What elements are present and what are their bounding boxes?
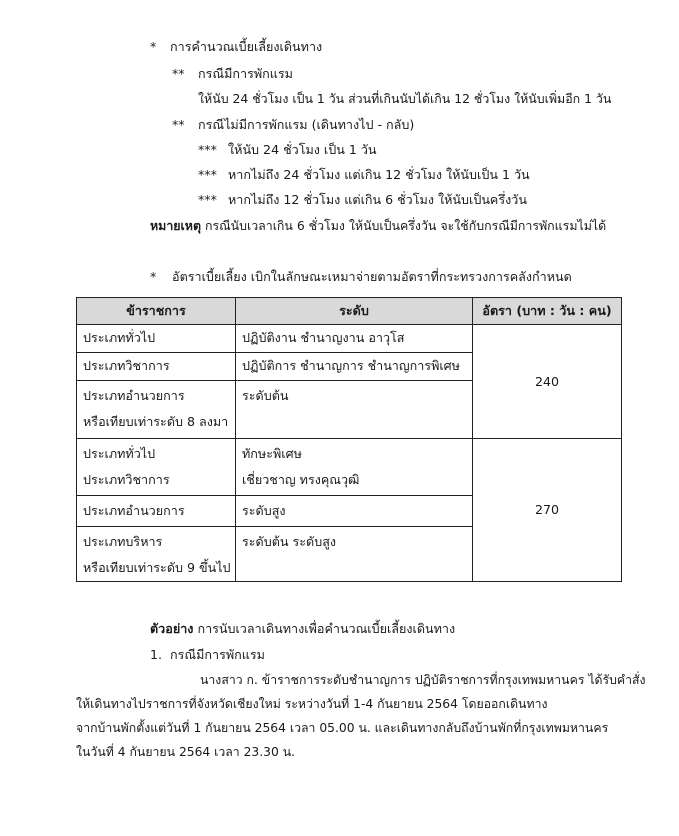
heading-text: การคำนวณเบี้ยเลี้ยงเดินทาง <box>170 39 323 54</box>
bullet-marker: * <box>150 39 157 54</box>
no-overnight-case-title <box>172 116 414 134</box>
overnight-case-detail: ให้นับ 24 ชั่วโมง เป็น 1 วัน ส่วนที่เกินนับได้เกิน 12 ชั่วโมง ให้นับเพิ่มอีก 1 วัน <box>198 91 612 106</box>
header-official-type: ข้าราชการ <box>77 298 236 325</box>
no-overnight-rule <box>198 166 530 184</box>
no-overnight-rule <box>198 191 527 209</box>
rule-text: หากไม่ถึง 24 ชั่วโมง แต่เกิน 12 ชั่วโมง ให้นับเป็น 1 วัน <box>228 167 530 182</box>
example-heading <box>150 620 455 638</box>
bullet-marker: *** <box>198 192 217 207</box>
paragraph-line: ในวันที่ 4 กันยายน 2564 เวลา 23.30 น. <box>76 745 296 759</box>
example-label: ตัวอย่าง <box>150 621 194 636</box>
paragraph-line: จากบ้านพักตั้งแต่วันที่ 1 กันยายน 2564 เวลา 05.00 น. และเดินทางกลับถึงบ้านพักที่กรุงเทพมหานคร <box>76 721 609 735</box>
case-title-text: กรณีมีการพักแรม <box>170 647 265 662</box>
official-type-cell: ประเภททั่วไป <box>77 325 236 353</box>
official-type-cell: ประเภทวิชาการ <box>77 353 236 381</box>
no-overnight-rule <box>198 141 377 159</box>
example-case-title <box>150 646 265 664</box>
example-paragraph <box>76 668 646 764</box>
note-text: กรณีนับเวลาเกิน 6 ชั่วโมง ให้นับเป็นครึ่งวัน จะใช้กับกรณีมีการพักแรมไม่ได้ <box>204 218 607 233</box>
level-cell: ระดับต้น ระดับสูง <box>236 527 473 582</box>
case-number: 1. <box>150 647 163 662</box>
header-rate: อัตรา (บาท : วัน : คน) <box>473 298 622 325</box>
rule-text: หากไม่ถึง 12 ชั่วโมง แต่เกิน 6 ชั่วโมง ให้นับเป็นครึ่งวัน <box>228 192 527 207</box>
allowance-rate-table <box>76 297 622 582</box>
level-cell: ปฏิบัติการ ชำนาญการ ชำนาญการพิเศษ <box>236 353 473 381</box>
official-type-cell: ประเภทอำนวยการ <box>77 496 236 527</box>
bullet-marker: ** <box>172 117 185 132</box>
official-type-cell: ประเภทอำนวยการ หรือเทียบเท่าระดับ 8 ลงมา <box>77 381 236 439</box>
bullet-marker: * <box>150 269 157 284</box>
rule-text: ให้นับ 24 ชั่วโมง เป็น 1 วัน <box>228 142 377 157</box>
bullet-marker: ** <box>172 66 185 81</box>
level-cell: ระดับสูง <box>236 496 473 527</box>
table-row <box>77 325 622 353</box>
table-header-row <box>77 298 622 325</box>
level-cell: ทักษะพิเศษ เชี่ยวชาญ ทรงคุณวุฒิ <box>236 439 473 496</box>
case-title-text: กรณีมีการพักแรม <box>198 66 293 81</box>
calc-note <box>150 217 606 235</box>
paragraph-line: ให้เดินทางไปราชการที่จังหวัดเชียงใหม่ ระหว่างวันที่ 1-4 กันยายน 2564 โดยออกเดินทาง <box>76 697 548 711</box>
level-cell: ระดับต้น <box>236 381 473 439</box>
rate-cell: 270 <box>473 439 622 582</box>
official-type-cell: ประเภทบริหาร หรือเทียบเท่าระดับ 9 ขึ้นไป <box>77 527 236 582</box>
note-label: หมายเหตุ <box>150 218 202 233</box>
table-row <box>77 439 622 496</box>
case-title-text: กรณีไม่มีการพักแรม (เดินทางไป - กลับ) <box>198 117 415 132</box>
allowance-calc-heading <box>150 38 322 56</box>
bullet-marker: *** <box>198 142 217 157</box>
overnight-case-title <box>172 65 293 83</box>
level-cell: ปฏิบัติงาน ชำนาญงาน อาวุโส <box>236 325 473 353</box>
rate-cell: 240 <box>473 325 622 439</box>
header-level: ระดับ <box>236 298 473 325</box>
paragraph-line: นางสาว ก. ข้าราชการระดับชำนาญการ ปฏิบัติราชการที่กรุงเทพมหานคร ได้รับคำสั่ง <box>200 673 646 687</box>
official-type-cell: ประเภททั่วไป ประเภทวิชาการ <box>77 439 236 496</box>
rate-note <box>150 268 572 286</box>
example-title: การนับเวลาเดินทางเพื่อคำนวณเบี้ยเลี้ยงเดินทาง <box>197 621 456 636</box>
rate-note-text: อัตราเบี้ยเลี้ยง เบิกในลักษณะเหมาจ่ายตามอัตราที่กระทรวงการคลังกำหนด <box>172 269 572 284</box>
bullet-marker: *** <box>198 167 217 182</box>
